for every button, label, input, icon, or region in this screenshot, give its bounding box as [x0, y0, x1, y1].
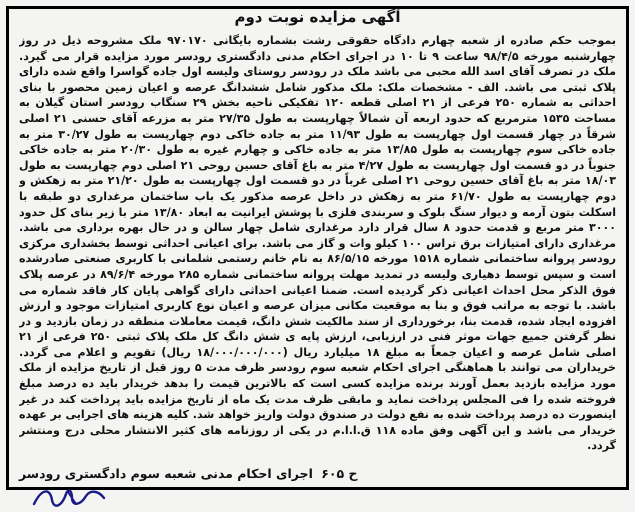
- signature-line: [19, 466, 616, 481]
- notice-signature: اجرای احکام مدنی شعبه سوم دادگستری رودسر: [19, 466, 313, 481]
- notice-title: آگهی مزایده نوبت دوم: [234, 8, 401, 26]
- handwritten-signature-icon: [28, 482, 116, 512]
- notice-code: ح ۶۰۵: [321, 466, 358, 481]
- notice-body: بموجب حکم صادره از شعبه چهارم دادگاه حقوقی رشت بشماره بایگانی ۹۷۰۱۷۰ ملک مشروحه ذیل در روز چهارشنبه مورخه ۹۸/۴/۵ ساعت ۹ تا ۱۰ در اجرای احکام مدنی دادگستری رودسر مورد مزایده قرار می گیرد. ملک در تصرف آقای اسد الله محبی می باشد ملک در رودسر روستای ولیسه اول جاده گواسرا واقع شده دارای پلاک ثبتی می باشد. الف - مشخصات ملک: ملک مذکور شامل ششدانگ عرصه و اعیان زمین محصور با بنای احداثی به شماره ۲۵۰ فرعی از ۲۱ اصلی قطعه ۱۲۰ تفکیکی ناحیه بخش ۲۹ سنگاب رودسر استان گیلان به مساحت ۱۵۳۵ مترمربع که حدود اربعه آن شمالاً چهارپست به طول ۲۷/۳۵ متر به مزرعه آقای حسنی ۲۱ اصلی شرقاً در چهار قسمت اول چهارپست به طول ۱۱/۹۳ متر به جاده خاکی دوم چهارپست به طول ۳۰/۲۷ متر به جاده خاکی سوم چهارپست به طول ۱۳/۸۵ متر به جاده خاکی و چهارم غیره به طول ۲۰/۳۰ متر به جاده خاکی جنوباً در دو قسمت اول چهارپست به طول ۴/۲۷ متر به باغ آقای حسین روحی ۲۱ اصلی دوم چهارپست به طول ۱۸/۰۳ متر به باغ آقای حسین روحی ۲۱ اصلی غرباً در دو قسمت اول چهارپست به طول ۲۱/۲۰ متر به زهکش و دوم چهارپست به طول ۶۱/۷۰ متر به زهکش در داخل عرصه مذکور یک باب ساختمان مرغداری دو طبقه با اسکلت بتون آرمه و دیوار سنگ بلوک و سربندی فلزی با پوشش ایرانیت به ابعاد ۱۳/۸۰ متر با زیر بنای کل حدود ۳۰۰۰ متر مربع و قدمت حدود ۸ سال قرار دارد مرغداری شامل چهار سالن و در حال بهره برداری می باشد. مرغداری دارای امتیازات برق تراس ۱۰۰ کیلو وات و گاز می باشد. برای اعیانی احداثی توسط بخشداری مرکزی رودسر پروانه ساختمانی شماره ۱۵۱۸ مورخه ۸۶/۵/۱۵ به نام خانم رستمی شلمانی با کاربری صنعتی صادرشده است و سپس توسط دهیاری ولیسه در تمدید مهلت پروانه ساختمانی شماره ۲۸۵ مورخه ۸۹/۶/۴ در عرصه پلاک فوق الذکر محل احداث اعیانی ذکر گردیده است. ضمنا اعیانی احداثی دارای گواهی پایان کار فاقد شماره می باشد. با توجه به مراتب فوق و بنا به موقعیت مکانی میزان عرصه و اعیان نوع کاربری امتیازات موجود و ارزش افزوده ایجاد شده، قدمت بنا، برخورداری از سند مالکیت شش دانگ، قیمت معاملات منطقه در زمان بازدید و در نظر گرفتن جمیع جهات موثر فنی در ارزیابی، ارزش پایه ی شش دانگ کل ملک پلاک ثبتی ۲۵۰ فرعی از ۲۱ اصلی شامل عرصه و اعیان جمعاً به مبلغ ۱۸ میلیارد ریال (۱۸/۰۰۰/۰۰۰/۰۰۰ ریال) تقویم و اعلام می گردد. خریداران می توانند با هماهنگی اجرای احکام شعبه سوم رودسر ظرف مدت ۵ روز قبل از تاریخ مزایده از ملک مورد مزایده بازدید بعمل آورند برنده مزایده کسی است که بالاترین قیمت را بدهد خریدار باید ده درصد مبلغ فروخته شده را فی المجلس پرداخت نماید و مابقی ظرف مدت یک ماه از تاریخ مزایده باید پرداخت کند در غیر اینصورت ده درصد پرداخت شده به نفع دولت در صندوق دولت واریز خواهد شد. کلیه هزینه های اجرایی بر عهده خریدار می باشد و این آگهی وفق ماده ۱۱۸ ق.ا.ا.م در یکی از روزنامه های کثیر الانتشار محلی درج ومنتشر گردد.: [19, 34, 616, 453]
- notice-border: [6, 6, 629, 490]
